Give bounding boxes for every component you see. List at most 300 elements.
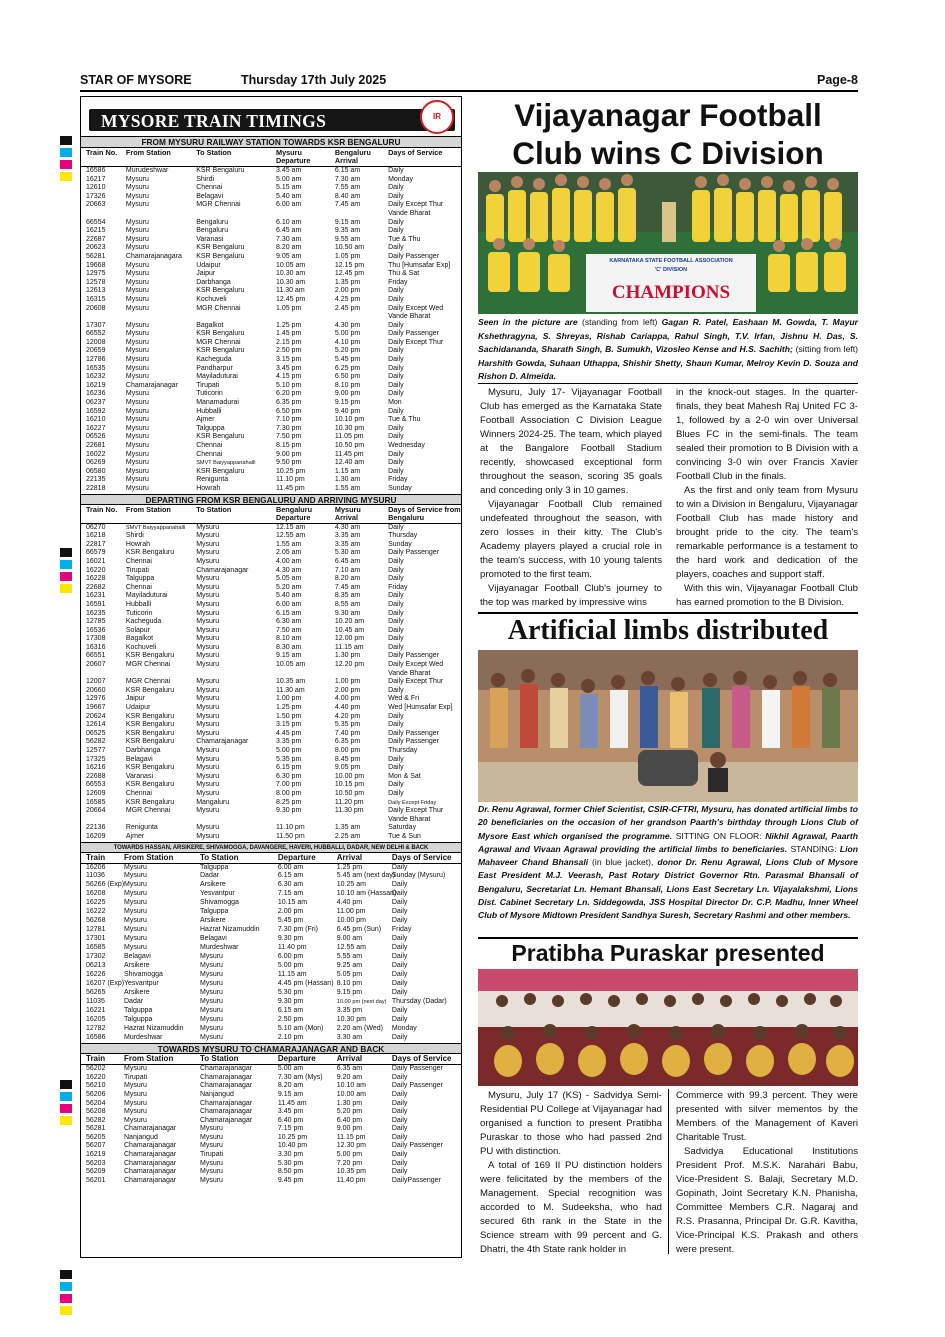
- table-cell: 16219: [86, 381, 106, 389]
- table-cell: 9.30 am: [334, 609, 361, 617]
- table-cell: 11.30 am: [275, 686, 305, 694]
- football-headline: Vijayanagar Football Club wins C Division: [512, 97, 824, 171]
- table-cell: Thursday: [388, 532, 418, 540]
- limbs-photo-illustration: [478, 650, 858, 802]
- table-cell: Daily: [391, 1007, 408, 1015]
- column-header: Arrival: [332, 853, 387, 864]
- table-cell: Kacheguda: [125, 618, 162, 626]
- table-cell: 12782: [86, 1025, 106, 1033]
- table-row: [81, 962, 461, 971]
- puraskar-paragraph-2-end: Commerce with 99.3 percent. They were presented with silver mementos by the Members of the Management of Kaveri Charitable Trust.: [676, 1090, 858, 1143]
- table-cell: Shirdi: [125, 532, 144, 540]
- table-cell: 8.25 pm: [275, 798, 302, 806]
- table-cell: 16586: [86, 1034, 106, 1042]
- table-cell: [271, 210, 330, 219]
- table-cell: 1.50 pm: [275, 712, 302, 720]
- table-cell: 16586: [86, 167, 106, 174]
- table-cell: 1.30 am: [334, 476, 361, 484]
- table-row: [81, 339, 461, 348]
- table-cell: Mysuru: [125, 433, 149, 441]
- table-cell: 2.15 pm: [275, 338, 302, 346]
- table-cell: 12.55 am: [275, 532, 306, 540]
- table-cell: 10.10 am (Hassan): [336, 890, 397, 898]
- table-cell: 3.30 am: [336, 1034, 363, 1042]
- table-cell: Mysuru: [196, 618, 220, 626]
- table-cell: Daily: [391, 1125, 408, 1133]
- table-cell: 7.50 pm: [275, 433, 302, 441]
- table-row: [81, 227, 461, 236]
- table-row: [81, 627, 461, 636]
- table-row: [81, 1016, 461, 1025]
- table-cell: Mysuru: [196, 540, 220, 548]
- table-cell: 4.40 pm: [334, 704, 361, 712]
- table-cell: Jaipur: [196, 270, 216, 278]
- table-row: [81, 1091, 461, 1100]
- table-cell: Mysuru: [200, 962, 223, 970]
- table-cell: 6.15 am: [277, 872, 304, 880]
- table-cell: 22818: [86, 484, 106, 492]
- table-cell: 16235: [86, 609, 106, 617]
- table-cell: Monday: [391, 1025, 417, 1033]
- table-row: [81, 567, 461, 576]
- table-cell: 7.20 pm: [336, 1159, 363, 1167]
- table-row: [81, 890, 461, 899]
- table-row: [81, 236, 461, 245]
- table-cell: 17307: [86, 321, 106, 329]
- table-cell: 10.35 am: [275, 678, 306, 686]
- football-paragraph-5: With this win, Vijayanagar Football Club has earned promotion to the B Division.: [676, 583, 858, 608]
- table-cell: 9.15 pm: [336, 989, 363, 997]
- table-cell: Daily: [388, 227, 404, 235]
- table-cell: 7.30 am: [334, 175, 361, 183]
- table-cell: Murdeshwar: [124, 1034, 163, 1042]
- table-cell: Thu & Sat: [388, 270, 420, 278]
- table-row: [81, 1100, 461, 1109]
- table-row: [81, 433, 461, 442]
- table-cell: KSR Bengaluru: [125, 652, 175, 660]
- table-cell: Vande Bharat: [388, 209, 431, 217]
- table-cell: Mon & Sat: [388, 772, 421, 780]
- football-caption-rule: [478, 383, 858, 384]
- table-row: [81, 644, 461, 653]
- table-cell: 6.00 pm: [277, 953, 304, 961]
- table-row: [81, 756, 461, 765]
- table-cell: 12578: [86, 278, 106, 286]
- table-cell: 6.00 am: [275, 600, 302, 608]
- table-cell: SMVT Baiyyappanahalli: [196, 460, 256, 467]
- table-cell: Daily: [391, 863, 408, 871]
- table-cell: Mysuru: [200, 1176, 223, 1184]
- table-row: [81, 184, 461, 193]
- table-cell: 22681: [86, 442, 106, 449]
- table-cell: 6.10 am: [275, 218, 302, 226]
- table-cell: 7.30 pm (Fri): [277, 926, 318, 934]
- table-cell: [330, 210, 383, 219]
- table-cell: 6.35 pm: [334, 738, 361, 746]
- puraskar-paragraph-1: Mysuru, July 17 (KS) - Sadvidya Semi-Residential PU College at Vijayanagar had organised a function to present Pratibha Puraskar to those who had passed 2nd PU with distinction.: [480, 1090, 662, 1157]
- table-cell: 16209: [86, 832, 106, 840]
- table-cell: Mysuru: [196, 557, 220, 565]
- table-cell: Daily: [388, 643, 404, 651]
- table-cell: Mysuru: [124, 1065, 147, 1073]
- column-header: From Station: [119, 1054, 195, 1065]
- table-cell: 5.45 pm: [334, 356, 361, 364]
- table-cell: Daily: [391, 1073, 408, 1081]
- table-cell: Mysuru: [196, 652, 220, 660]
- table-cell: 16022: [86, 450, 106, 458]
- table-cell: Hazrat Nizamuddin: [124, 1025, 184, 1033]
- table-row: [81, 1117, 461, 1126]
- football-paragraph-1: Mysuru, July 17- Vijayanagar Football Club has emerged as the Karnataka State Football Association C Division League Winners 2024-25. The team, which played at the Bangalore Football Stadium recently, showcased exceptional form throughout the season, scoring 35 goals and conceding only 3 in 10 games.: [480, 387, 662, 496]
- table-cell: Daily: [388, 600, 404, 608]
- table-cell: 9.15 am: [277, 1090, 304, 1098]
- table-cell: Mysuru: [125, 235, 149, 243]
- table-cell: 16221: [86, 1007, 106, 1015]
- table-cell: 2.20 am (Wed): [336, 1025, 383, 1033]
- table-cell: Daily Passenger: [391, 1065, 443, 1073]
- table-row: [81, 773, 461, 782]
- table-cell: 10.30 am: [275, 270, 306, 278]
- table-cell: Daily: [391, 962, 408, 970]
- table-cell: 7.55 am: [334, 184, 361, 192]
- table-cell: 16228: [86, 575, 106, 583]
- table-cell: Daily: [391, 899, 408, 907]
- table-cell: 16591: [86, 600, 106, 608]
- table-row: [81, 201, 461, 210]
- table-cell: 06270: [86, 523, 106, 531]
- table-cell: Mysuru: [125, 218, 149, 226]
- table-row: [81, 881, 461, 890]
- table-cell: Chennai: [125, 789, 152, 797]
- table-cell: Hubballi: [196, 407, 222, 415]
- limbs-photo: [478, 650, 858, 802]
- table-cell: 12609: [86, 789, 106, 797]
- table-cell: Daily: [388, 712, 404, 720]
- table-cell: [81, 670, 121, 679]
- table-cell: Mysuru: [196, 635, 220, 643]
- table-cell: Daily: [391, 1168, 408, 1176]
- table-row: [81, 610, 461, 619]
- table-row: [81, 210, 461, 219]
- table-cell: Daily: [391, 1116, 408, 1124]
- table-row: [81, 330, 461, 339]
- table-row: [81, 468, 461, 477]
- table-cell: 11.40 pm: [277, 944, 307, 952]
- table-cell: 16226: [86, 971, 106, 979]
- table-row: [81, 1151, 461, 1160]
- table-cell: 11.40 pm: [336, 1176, 366, 1184]
- table-row: [81, 1108, 461, 1117]
- table-cell: [191, 670, 271, 679]
- table-cell: Daily Passenger: [391, 1142, 443, 1150]
- table-row: [81, 807, 461, 816]
- table-cell: Daily: [388, 381, 404, 389]
- table-cell: Chamarajanagar: [200, 1099, 253, 1107]
- table-cell: Daily: [388, 347, 404, 355]
- column-header: Train No.: [81, 505, 121, 524]
- table-cell: 11.15 am: [334, 643, 364, 651]
- table-cell: 06237: [86, 399, 106, 407]
- table-row: [81, 244, 461, 253]
- table-cell: 7.30 am: [275, 235, 302, 243]
- table-cell: Mysuru: [125, 304, 149, 312]
- table-cell: Mysuru: [125, 399, 149, 407]
- table-cell: Daily: [391, 881, 408, 889]
- table-row: [81, 485, 461, 494]
- table-row: [81, 618, 461, 627]
- table-cell: Mysuru: [196, 747, 220, 754]
- table-cell: Belagavi: [124, 953, 151, 961]
- table-row: [81, 824, 461, 833]
- caption-standing-note: (standing from left): [581, 317, 658, 327]
- table-cell: Daily: [391, 1099, 408, 1107]
- table-cell: Chamarajanagar: [124, 1151, 177, 1159]
- puraskar-column-rule: [668, 1089, 669, 1254]
- table-cell: Daily: [388, 287, 404, 295]
- table-cell: Belagavi: [196, 192, 224, 200]
- table-cell: MGR Chennai: [196, 304, 241, 312]
- table-cell: [81, 816, 121, 825]
- column-header: Train: [81, 1054, 119, 1065]
- table-cell: 8.50 pm: [277, 1168, 304, 1176]
- table-cell: 10.00 am: [336, 1090, 366, 1098]
- table-cell: Belagavi: [200, 935, 227, 943]
- table-cell: 6.35 pm: [275, 399, 302, 407]
- table-cell: Mysuru: [124, 899, 147, 907]
- table-cell: 1.00 pm: [275, 695, 302, 703]
- table-cell: Daily: [388, 467, 404, 475]
- table-cell: 20607: [86, 661, 106, 669]
- limbs-caption-part-4: donor Dr. Renu Agrawal, Lions Club of Mysore East President M.J. Veerash, Past Rotary District Governor Rtn. Parasmal Bhansali of Bengaluru, Secretariat Ln. Hemant Bhansali, Lions East Secretary Ln. Vijayalakshmi, Lions Dist. Cabinet Secretary Ln. Siddegowda, JSS Hospital Director Dr. C.P. Madhu, Inner Wheel Club of Mysore Midtown President Sandhya Suresh, Secretary Rashmi and other members.: [478, 857, 858, 921]
- table-cell: Pandharpur: [196, 364, 233, 372]
- table-cell: Nanjangud: [124, 1133, 158, 1141]
- table-row: [81, 459, 461, 468]
- table-cell: Daily: [388, 450, 404, 458]
- column-header: Mysuru Departure: [271, 148, 330, 167]
- table-cell: Mysuru: [125, 227, 149, 235]
- table-cell: 1.45 pm: [275, 330, 302, 338]
- column-header: Arrival: [332, 1054, 387, 1065]
- table-cell: 4.00 pm: [334, 695, 361, 703]
- table-cell: 6.30 am: [275, 618, 302, 626]
- table-cell: Mysuru: [124, 1116, 147, 1124]
- table-header-row: [81, 148, 461, 167]
- photo-banner-line-2: 'C' DIVISION: [654, 267, 688, 273]
- table-cell: Mysuru: [200, 1025, 223, 1033]
- column-header: Days of Service: [383, 148, 461, 167]
- table-cell: 2.10 pm: [277, 1034, 304, 1042]
- puraskar-photo: [478, 969, 858, 1086]
- table-cell: 4.25 pm: [334, 295, 361, 303]
- table-cell: Daily Except Wed: [388, 304, 444, 312]
- table-cell: 11.30 pm: [334, 807, 364, 815]
- table-row: [81, 730, 461, 739]
- table-cell: Tuticorin: [125, 609, 153, 617]
- table-cell: [191, 210, 271, 219]
- caption-sitting-names: Harshith Gowda, Suhaan Uthappa, Shishir Shetty, Shaun Kumar, Melroy Kevin D. Souza and Rishon D. Almeida.: [478, 357, 858, 382]
- table-cell: Mysuru: [196, 532, 220, 540]
- table-cell: Daily Passenger: [388, 549, 440, 557]
- table-cell: 5.20 pm: [336, 1108, 363, 1116]
- table-cell: Mysuru: [200, 1007, 223, 1015]
- table-cell: 66552: [86, 330, 106, 338]
- table-cell: Kochuveli: [125, 643, 157, 651]
- table-cell: Mysuru: [200, 1133, 223, 1141]
- table-cell: Mysuru: [196, 755, 220, 763]
- table-cell: 10.25 pm: [277, 1133, 308, 1141]
- table-cell: Mysuru: [125, 184, 149, 192]
- table-row: [81, 373, 461, 382]
- table-cell: 7.50 am: [275, 626, 302, 634]
- table-cell: Daily: [388, 364, 404, 372]
- table-cell: 6.30 pm: [275, 772, 302, 780]
- table-cell: 5.10 pm: [275, 381, 302, 389]
- table-cell: Talguppa: [196, 424, 225, 432]
- table-cell: Mysuru: [196, 575, 220, 583]
- table-row: [81, 270, 461, 279]
- table-cell: Mysuru: [125, 295, 149, 303]
- table-cell: 06213: [86, 962, 106, 970]
- column-header: To Station: [191, 505, 271, 524]
- table-cell: 5.55 am: [336, 953, 363, 961]
- table-cell: [121, 670, 191, 679]
- table-cell: 16210: [86, 416, 106, 424]
- table-cell: 5.40 am: [275, 592, 302, 600]
- table-cell: Daily: [388, 575, 404, 583]
- table-cell: Daily: [388, 433, 404, 441]
- table-cell: 10.50 pm: [334, 789, 365, 797]
- table-cell: Mysuru: [200, 971, 223, 979]
- table-row: [81, 176, 461, 185]
- table-cell: KSR Bengaluru: [125, 721, 175, 729]
- limbs-caption-part-2: Nikhil Agrawal, Paarth Agrawal and Vivaan Agrawal providing the artificial limbs to beneficiaries.: [478, 830, 858, 854]
- table-cell: Daily: [388, 424, 404, 432]
- table-cell: Mysuru: [125, 416, 149, 424]
- table-cell: 6.40 pm: [277, 1116, 304, 1124]
- table-cell: Mysuru: [125, 476, 149, 484]
- table-cell: Mysuru: [124, 872, 147, 880]
- table-cell: 1.05 pm: [334, 252, 361, 260]
- table-row: [81, 287, 461, 296]
- table-cell: Shivamogga: [124, 971, 163, 979]
- column-header: From Station: [119, 853, 195, 864]
- table-cell: Howrah: [196, 484, 221, 492]
- table-cell: 8.35 am: [334, 592, 361, 600]
- table-row: [81, 1074, 461, 1083]
- table-row: [81, 425, 461, 434]
- table-cell: Mysuru: [125, 201, 149, 209]
- table-cell: 4.15 pm: [275, 373, 302, 381]
- table-cell: 22135: [86, 476, 106, 484]
- table-row: [81, 408, 461, 417]
- table-cell: Daily: [391, 917, 408, 925]
- table-row: [81, 262, 461, 271]
- table-cell: Daily Except Friday: [388, 799, 437, 806]
- table-cell: Tue & Thu: [388, 235, 421, 243]
- table-cell: 6.00 am: [277, 863, 304, 871]
- table-cell: Daily Except Thur: [388, 201, 444, 209]
- train-timings-box: [80, 96, 462, 1258]
- table-cell: 5.20 pm: [334, 347, 361, 355]
- table-cell: 2.50 pm: [277, 1016, 304, 1024]
- table-cell: 6.20 pm: [275, 390, 302, 398]
- table-cell: 5.30 am: [334, 549, 361, 557]
- table-cell: Mysuru: [125, 175, 149, 183]
- table-cell: 56210: [86, 1082, 106, 1090]
- table-cell: Chennai: [196, 184, 223, 192]
- table-cell: Udaipur: [196, 261, 221, 269]
- table-cell: 9.20 am: [336, 1073, 363, 1081]
- indian-railways-logo-icon: IR: [420, 100, 454, 134]
- table-cell: 16220: [86, 1073, 106, 1081]
- table-cell: 10.15 am: [277, 899, 308, 907]
- page-number: Page-8: [817, 73, 858, 87]
- table-cell: Mysuru: [125, 407, 149, 415]
- table-cell: Ajmer: [125, 832, 145, 840]
- table-row: [81, 738, 461, 747]
- table-cell: 1.35 am: [334, 824, 361, 832]
- table-row: [81, 541, 461, 550]
- limbs-headline: Artificial limbs distributed: [507, 615, 829, 646]
- table-row: [81, 944, 461, 953]
- table-cell: Mysuru: [196, 807, 220, 815]
- table-cell: Bagalkot: [196, 321, 224, 329]
- table-cell: 56201: [86, 1176, 106, 1184]
- table-cell: 9.00 pm: [336, 1125, 363, 1133]
- table-cell: Monday: [388, 175, 413, 183]
- table-cell: Jaipur: [125, 695, 145, 703]
- table-cell: 5.00 pm: [334, 330, 361, 338]
- table-cell: Chamarajanagar: [124, 1176, 177, 1184]
- table-cell: Daily: [388, 184, 404, 192]
- table-cell: 8.10 pm: [334, 381, 361, 389]
- table-cell: 2.50 pm: [275, 347, 302, 355]
- table-cell: 6.15 am: [277, 1007, 304, 1015]
- table-cell: Mysuru: [124, 944, 147, 952]
- table-cell: Tirupati: [124, 1073, 148, 1081]
- table-cell: [330, 313, 383, 322]
- table-cell: Mysuru: [196, 609, 220, 617]
- table-cell: 56266 (Exp): [86, 881, 125, 889]
- table-header-row: [81, 853, 461, 864]
- table-row: [81, 523, 461, 532]
- table-cell: [330, 670, 383, 679]
- table-cell: 8.20 am: [277, 1082, 304, 1090]
- table-cell: Daily: [391, 1133, 408, 1141]
- table-cell: Sunday: [388, 484, 412, 492]
- table-row: [81, 687, 461, 696]
- table-cell: Tue & Thu: [388, 416, 421, 424]
- table-cell: Daily: [388, 755, 404, 763]
- table-cell: Mayiladuturai: [125, 592, 168, 600]
- table-cell: KSR Bengaluru: [196, 347, 245, 355]
- table-cell: 5.20 am: [275, 583, 302, 591]
- table-cell: 7.10 am: [334, 566, 361, 574]
- table-cell: 16225: [86, 899, 106, 907]
- table-cell: Arsikere: [124, 962, 150, 970]
- table-cell: Sunday (Mysuru): [391, 872, 446, 880]
- table-cell: 12.30 pm: [336, 1142, 366, 1150]
- table-cell: Mysuru: [200, 953, 223, 961]
- table-cell: Chamarajanagar: [125, 381, 179, 389]
- table-cell: Daily: [388, 321, 404, 329]
- table-cell: 16227: [86, 424, 106, 432]
- table-cell: Mysuru: [124, 926, 147, 934]
- table-cell: KSR Bengaluru: [125, 798, 175, 806]
- table-cell: Bengaluru: [196, 218, 229, 226]
- table-cell: Talguppa: [200, 863, 229, 871]
- table-cell: Chamarajanagar: [124, 1125, 177, 1133]
